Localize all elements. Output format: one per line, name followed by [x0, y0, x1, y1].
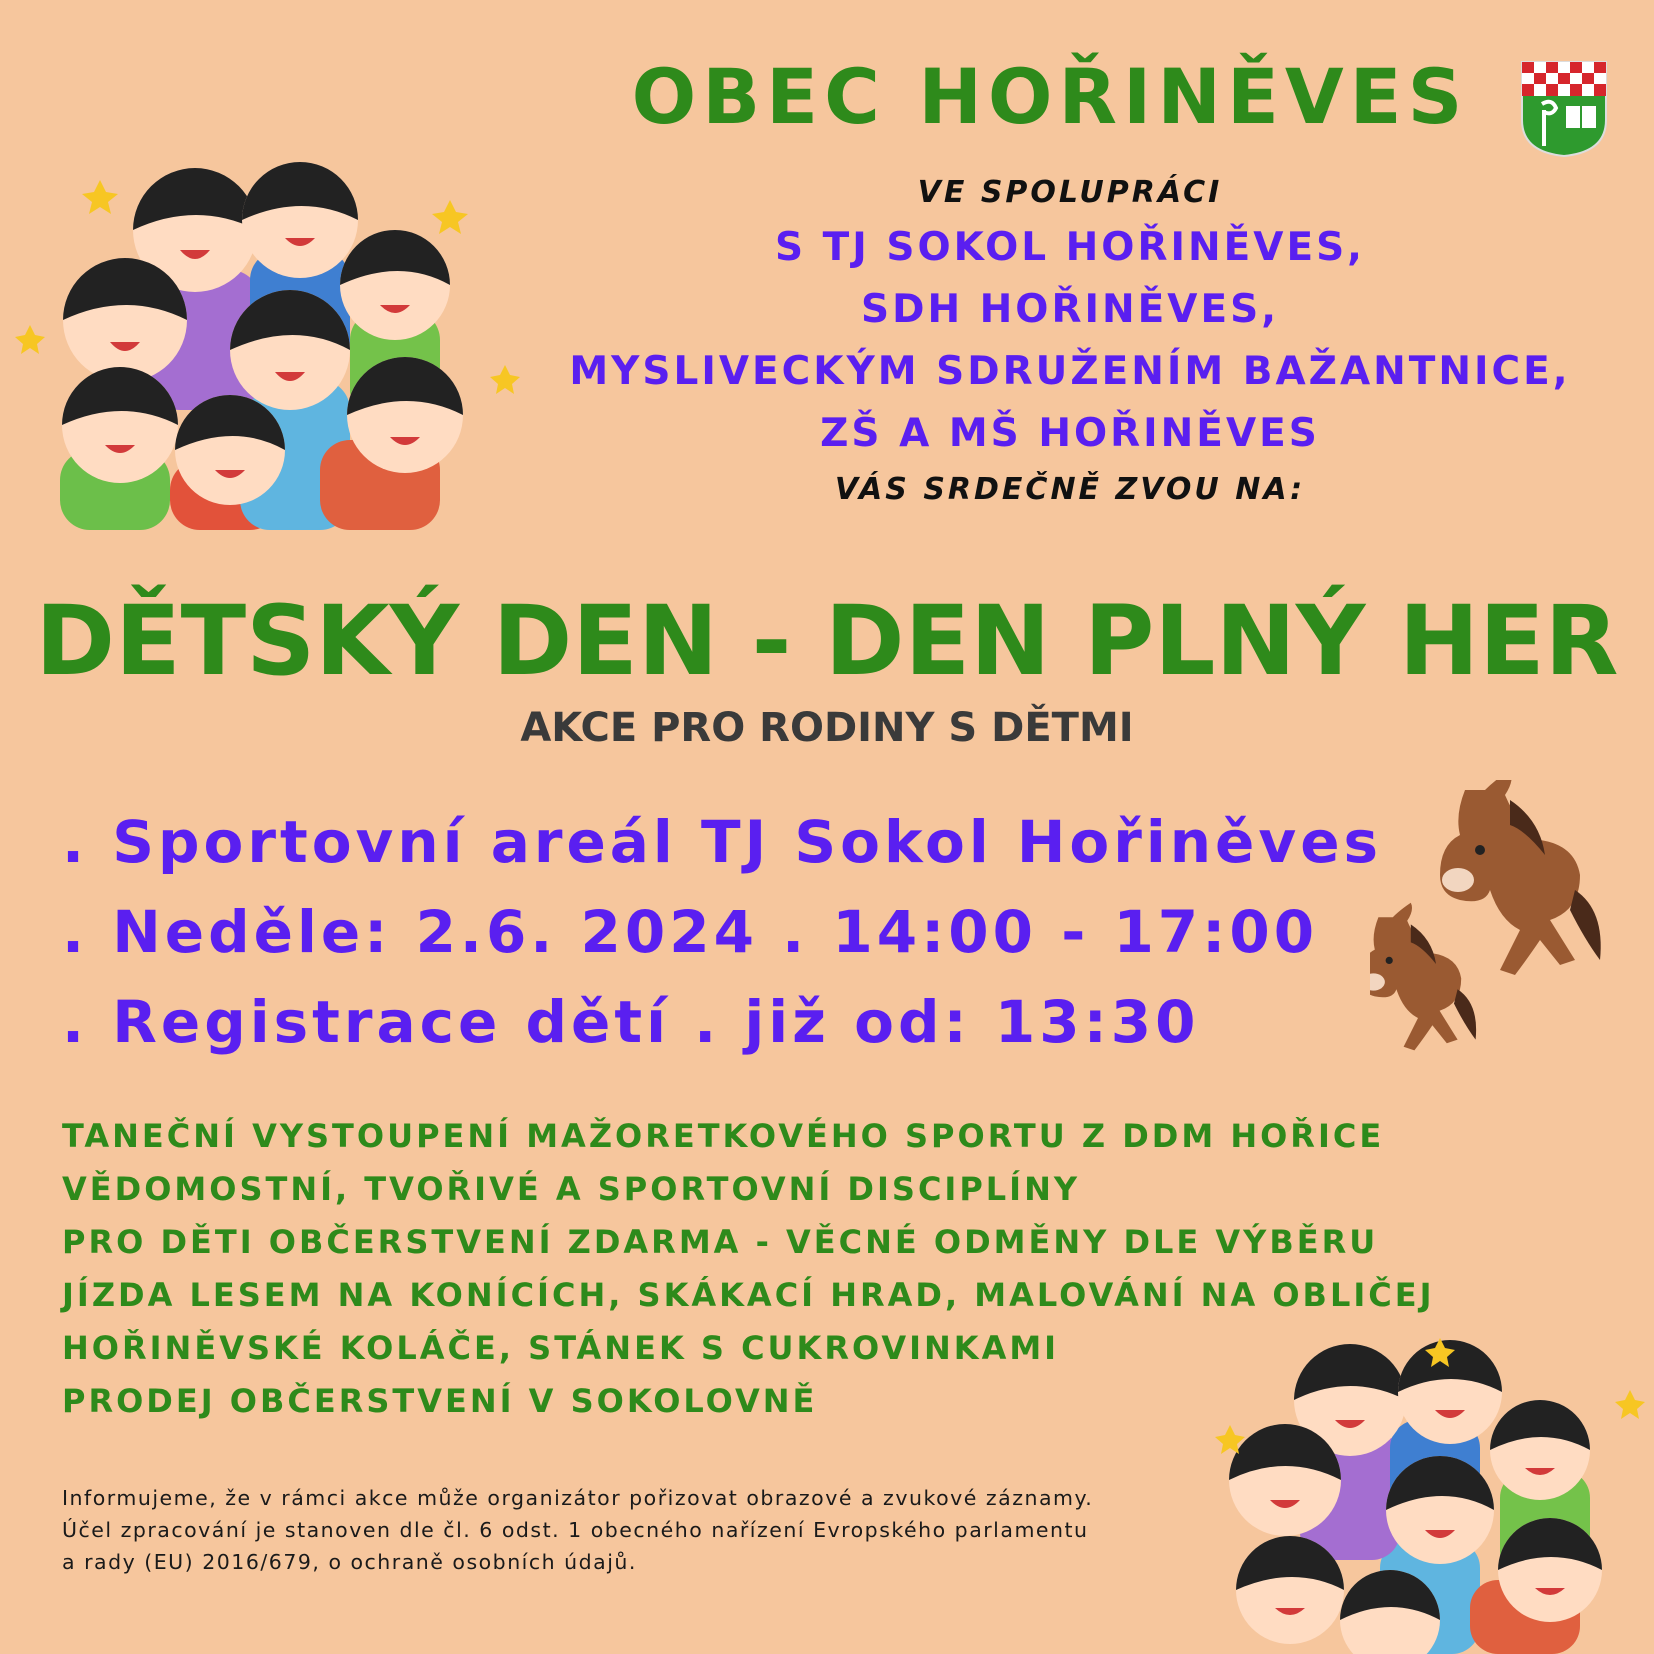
program-item: HOŘINĚVSKÉ KOLÁČE, STÁNEK S CUKROVINKAMI	[62, 1329, 1060, 1367]
partner-line: MYSLIVECKÝM SDRUŽENÍM BAŽANTNICE,	[569, 349, 1571, 394]
event-title: DĚTSKÝ DEN - DEN PLNÝ HER	[35, 585, 1619, 697]
program-item: PRODEJ OBČERSTVENÍ V SOKOLOVNĚ	[62, 1382, 818, 1420]
partner-line: ZŠ A MŠ HOŘINĚVES	[820, 411, 1320, 456]
program-item: PRO DĚTI OBČERSTVENÍ ZDARMA - VĚCNÉ ODMĚNY DLE VÝBĚRU	[62, 1223, 1379, 1261]
children-group-illustration-top	[0, 150, 540, 530]
privacy-notice-line: Účel zpracování je stanoven dle čl. 6 odst. 1 obecného nařízení Evropského parlamentu	[62, 1518, 1089, 1542]
cooperation-intro: VE SPOLUPRÁCI	[917, 175, 1223, 210]
detail-venue: . Sportovní areál TJ Sokol Hořiněves	[62, 808, 1383, 876]
children-group-illustration-bottom	[1210, 1330, 1654, 1654]
privacy-notice-line: a rady (EU) 2016/679, o ochraně osobních údajů.	[62, 1550, 637, 1574]
privacy-notice-line: Informujeme, že v rámci akce může organizátor pořizovat obrazové a zvukové záznamy.	[62, 1486, 1094, 1510]
invite-text: VÁS SRDEČNĚ ZVOU NA:	[834, 472, 1306, 507]
detail-registration: . Registrace dětí . již od: 13:30	[62, 988, 1200, 1056]
pony-illustration	[1370, 780, 1620, 1080]
village-crest-icon	[1520, 60, 1608, 158]
event-subtitle: AKCE PRO RODINY S DĚTMI	[520, 705, 1134, 751]
partner-line: S TJ SOKOL HOŘINĚVES,	[775, 225, 1365, 270]
detail-date: . Neděle: 2.6. 2024 . 14:00 - 17:00	[62, 898, 1319, 966]
program-item: VĚDOMOSTNÍ, TVOŘIVÉ A SPORTOVNÍ DISCIPLÍNY	[62, 1170, 1081, 1208]
program-item: JÍZDA LESEM NA KONÍCÍCH, SKÁKACÍ HRAD, MALOVÁNÍ NA OBLIČEJ	[62, 1276, 1435, 1314]
partner-line: SDH HOŘINĚVES,	[860, 287, 1280, 332]
program-item: TANEČNÍ VYSTOUPENÍ MAŽORETKOVÉHO SPORTU Z DDM HOŘICE	[62, 1117, 1385, 1155]
municipality-title: OBEC HOŘINĚVES	[631, 52, 1469, 141]
children-group	[15, 162, 520, 530]
